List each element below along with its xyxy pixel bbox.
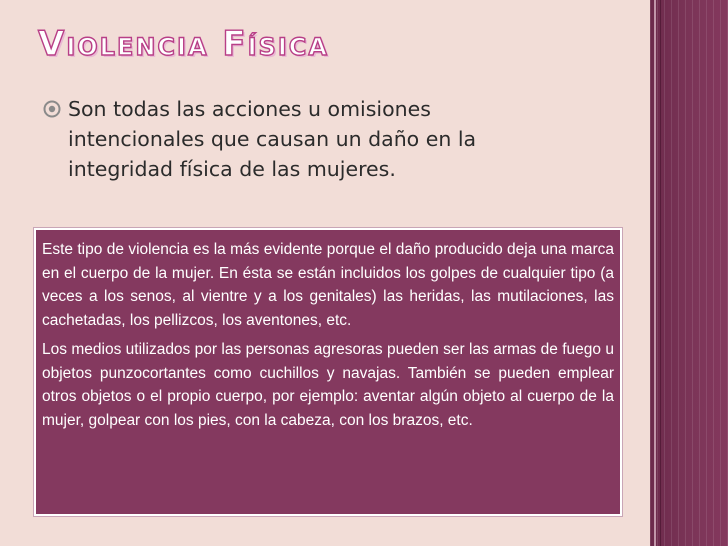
bullet-item [42,94,562,184]
paragraph-physical-violence: Este tipo de violencia es la más evidente porque el daño producido deja una marca en el cuerpo de la mujer. En ésta se están incluidos los golpes de cualquier tipo (a veces a los senos, al vientre y a los genitales) las heridas, las mutilaciones, las cachetadas, los pellizcos, los aventones, etc. [42,241,614,329]
description-textbox [34,228,622,516]
slide-title: Violencia Física [38,24,329,64]
paragraph-means-used: Los medios utilizados por las personas agresoras pueden ser las armas de fuego u objetos punzocortantes como cuchillos y navajas. También se pueden emplear otros objetos o el propio cuerpo, por ejemplo: aventar algún objeto al cuerpo de la mujer, golpear con los pies, con la cabeza, con los brazos, etc. [42,341,614,429]
circle-bullet-icon [42,99,62,119]
bullet-text: Son todas las acciones u omisiones intencionales que causan un daño en la integridad física de las mujeres. [68,97,477,181]
side-decorative-band [650,0,728,546]
